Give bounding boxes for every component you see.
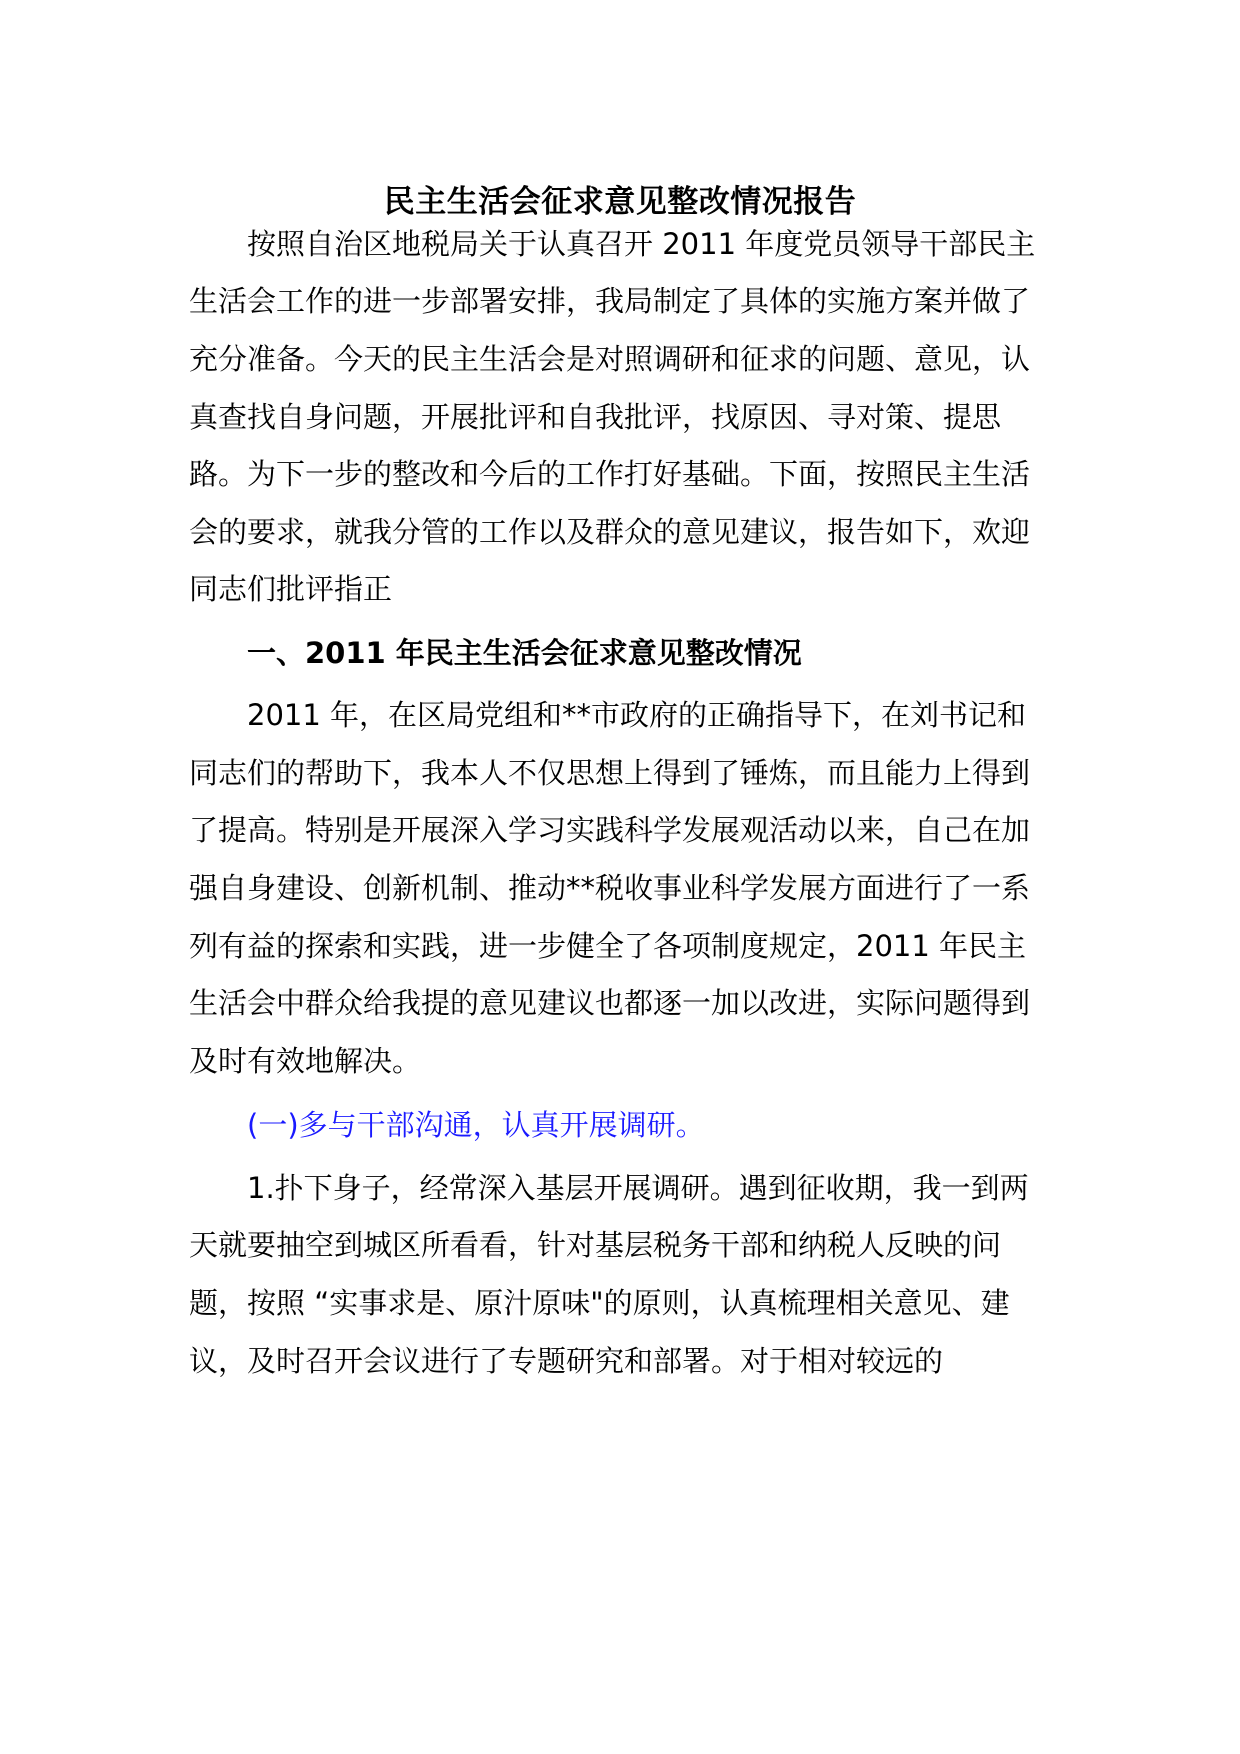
paragraph-2-line-5: 列有益的探索和实践，进一步健全了各项制度规定，2011 年民主 — [189, 929, 1027, 963]
paragraph-2-line-2: 同志们的帮助下，我本人不仅思想上得到了锤炼，而且能力上得到 — [189, 756, 1031, 790]
paragraph-3-line-2: 天就要抽空到城区所看看，针对基层税务干部和纳税人反映的问 — [189, 1228, 1002, 1262]
paragraph-1-line-1: 按照自治区地税局关于认真召开 2011 年度党员领导干部民主 — [247, 227, 1036, 261]
paragraph-1-line-2: 生活会工作的进一步部署安排，我局制定了具体的实施方案并做了 — [189, 284, 1031, 318]
paragraph-1-line-5: 路。为下一步的整改和今后的工作打好基础。下面，按照民主生活 — [189, 457, 1031, 491]
paragraph-1-line-6: 会的要求，就我分管的工作以及群众的意见建议，报告如下，欢迎 — [189, 515, 1031, 549]
document-title: 民主生活会征求意见整改情况报告 — [383, 184, 857, 220]
section-heading-1: 一、2011 年民主生活会征求意见整改情况 — [247, 636, 802, 670]
subsection-heading-1: (一)多与干部沟通，认真开展调研。 — [247, 1108, 705, 1142]
paragraph-3-line-1: 1.扑下身子，经常深入基层开展调研。遇到征收期，我一到两 — [247, 1171, 1029, 1205]
paragraph-2-line-7: 及时有效地解决。 — [189, 1044, 422, 1078]
paragraph-2-line-3: 了提高。特别是开展深入学习实践科学发展观活动以来，自己在加 — [189, 813, 1031, 847]
paragraph-3-line-3: 题，按照 “实事求是、原汁原味"的原则，认真梳理相关意见、建 — [189, 1286, 1010, 1320]
paragraph-2-line-6: 生活会中群众给我提的意见建议也都逐一加以改进，实际问题得到 — [189, 986, 1031, 1020]
paragraph-2-line-4: 强自身建设、创新机制、推动**税收事业科学发展方面进行了一系 — [189, 871, 1031, 905]
paragraph-1-line-7: 同志们批评指正 — [189, 572, 393, 606]
paragraph-1-line-4: 真查找自身问题，开展批评和自我批评，找原因、寻对策、提思 — [189, 400, 1002, 434]
paragraph-2-line-1: 2011 年，在区局党组和**市政府的正确指导下，在刘书记和 — [247, 698, 1027, 732]
paragraph-3-line-4: 议，及时召开会议进行了专题研究和部署。对于相对较远的 — [189, 1344, 944, 1378]
paragraph-1-line-3: 充分准备。今天的民主生活会是对照调研和征求的问题、意见，认 — [189, 342, 1031, 376]
